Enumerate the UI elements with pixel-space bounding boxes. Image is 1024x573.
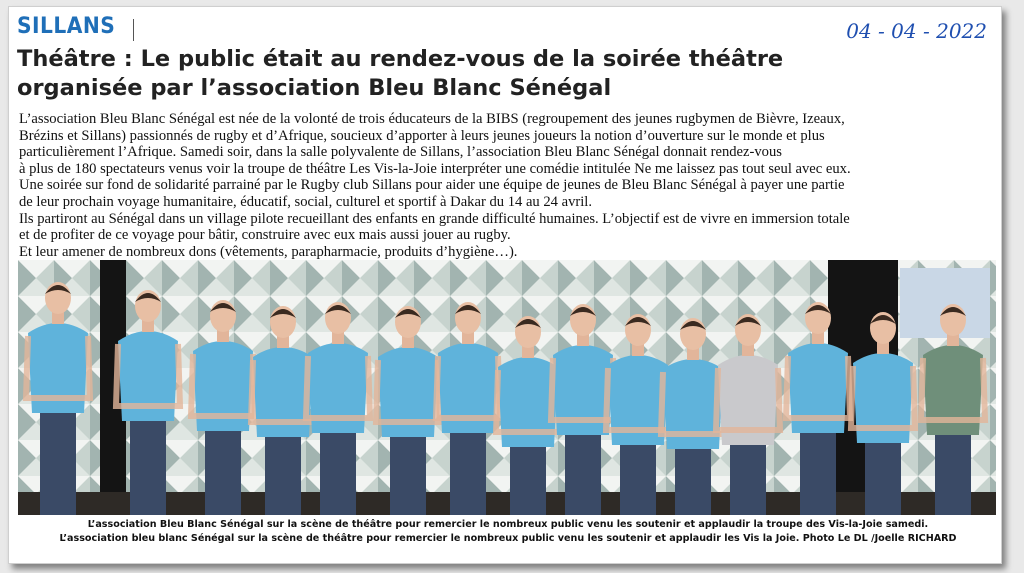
publication-date: 04 - 04 - 2022	[846, 19, 987, 43]
person-legs	[265, 432, 301, 515]
group-photo	[18, 260, 996, 515]
body-line: Une soirée sur fond de solidarité parrainé par le Rugby club Sillans pour aider une équipe de jeunes de Bleu Blanc Sénégal à payer une partie	[19, 177, 845, 194]
person-legs	[730, 440, 766, 515]
group-photo-illustration	[18, 260, 996, 515]
masthead-divider	[133, 19, 134, 41]
person-legs	[865, 438, 901, 515]
person-legs	[620, 440, 656, 515]
body-line: L’association Bleu Blanc Sénégal est née de la volonté de trois éducateurs de la BIBS (regroupement des jeunes rugbymen de Bièvre, Izeaux,	[19, 111, 845, 127]
newspaper-clipping	[8, 6, 1002, 564]
body-line: Brézins et Sillans) passionnés de rugby et d’Afrique, soucieux d’apporter à leurs jeunes joueurs la notion d’ouverture sur le monde et plus	[19, 127, 825, 144]
caption-line-1: L’association Bleu Blanc Sénégal sur la scène de théâtre pour remercier le nombreux public venu les soutenir et applaudir la troupe des Vis-la-Joie samedi.	[87, 519, 929, 530]
body-line: de leur prochain voyage humanitaire, éducatif, social, culturel et sportif à Dakar du 14 au 24 avril.	[19, 193, 592, 210]
person-legs	[40, 408, 76, 515]
person-legs	[390, 432, 426, 515]
article-body	[19, 111, 999, 260]
person-legs	[565, 430, 601, 515]
body-line: et de profiter de ce voyage pour bâtir, construire avec eux mais aussi jouer au rugby.	[19, 227, 511, 244]
body-line: Et leur amener de nombreux dons (vêtements, parapharmacie, produits d’hygiène…).	[19, 243, 518, 260]
article-title-line-2: organisée par l’association Bleu Blanc Sénégal	[17, 75, 612, 101]
person-legs	[800, 428, 836, 515]
person-legs	[320, 428, 356, 515]
person-legs	[205, 426, 241, 515]
city-name: SILLANS	[17, 14, 116, 39]
article-title-line-1: Théâtre : Le public était au rendez-vous de la soirée théâtre	[17, 46, 784, 72]
body-line: à plus de 180 spectateurs venus voir la troupe de théâtre Les Vis-la-Joie interpréter une comédie intitulée Ne me laissez pas tout seul avec eux.	[19, 160, 851, 177]
body-line: Ils partiront au Sénégal dans un village pilote recueillant des enfants en grande difficulté humaines. L’objectif est de vivre en immersion totale	[19, 210, 850, 227]
person-legs	[510, 442, 546, 515]
person-legs	[450, 428, 486, 515]
body-line: particulièrement l’Afrique. Samedi soir, dans la salle polyvalente de Sillans, l’association Bleu Blanc Sénégal donnait rendez-vous	[19, 144, 782, 161]
photo-caption	[19, 518, 997, 546]
person-legs	[935, 430, 971, 515]
person-legs	[130, 416, 166, 515]
masthead	[17, 13, 993, 43]
article-title	[17, 45, 997, 103]
caption-line-2: L’association bleu blanc Sénégal sur la scène de théâtre pour remercier le nombreux public venu les soutenir et applaudir les Vis la Joie. Photo Le DL /Joelle RICHARD	[59, 533, 957, 544]
person-legs	[675, 444, 711, 515]
